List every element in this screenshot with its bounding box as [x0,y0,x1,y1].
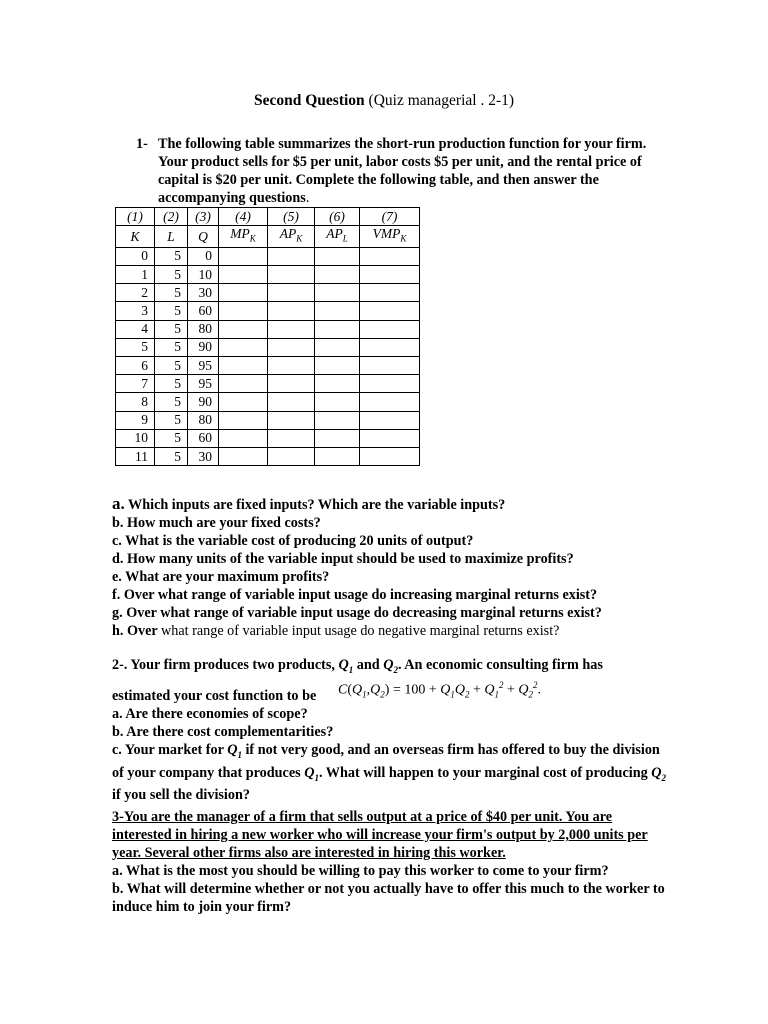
table-cell-blank [360,302,420,320]
table-row [116,266,420,284]
table-cell-blank [360,447,420,465]
question-1h: h. Over what range of variable input usage do negative marginal returns exist? [112,623,560,639]
col-name-mpk: $MP_K$ [219,226,268,248]
table-row [116,393,420,411]
table-cell-blank [315,247,360,265]
table-cell: 30 [188,284,219,302]
question-1-intro [136,135,656,207]
production-table [115,207,420,466]
question-1g: g. Over what range of variable input usage do decreasing marginal returns exist? [112,605,602,621]
table-cell-blank [315,357,360,375]
table-cell-blank [268,338,315,356]
table-cell: 5 [155,411,188,429]
table-cell: 8 [116,393,155,411]
table-cell: 5 [155,429,188,447]
table-cell-blank [268,411,315,429]
table-cell-blank [268,429,315,447]
table-cell-blank [219,375,268,393]
table-cell: 4 [116,320,155,338]
table-cell: 5 [155,320,188,338]
table-cell: 6 [116,357,155,375]
table-cell-blank [315,447,360,465]
col-number: (6) [315,208,360,226]
table-cell: 5 [155,247,188,265]
table-row [116,302,420,320]
col-name-k: K [116,226,155,248]
table-cell-blank [219,320,268,338]
table-cell: 60 [188,429,219,447]
table-cell-blank [268,393,315,411]
table-cell: 5 [155,302,188,320]
table-cell-blank [360,429,420,447]
col-name-l: L [155,226,188,248]
table-cell: 5 [155,357,188,375]
table-cell: 3 [116,302,155,320]
table-cell: 30 [188,447,219,465]
table-cell-blank [219,411,268,429]
table-cell: 80 [188,411,219,429]
table-cell-blank [268,302,315,320]
col-name-apl: $AP_L$ [315,226,360,248]
question-3 [112,808,672,916]
table-cell: 11 [116,447,155,465]
table-cell-blank [219,357,268,375]
table-cell: 80 [188,320,219,338]
table-cell: 9 [116,411,155,429]
table-cell-blank [360,320,420,338]
col-number: (4) [219,208,268,226]
table-cell-blank [360,266,420,284]
question-1e: e. What are your maximum profits? [112,569,330,585]
col-name-apk: $AP_K$ [268,226,315,248]
table-cell: 95 [188,357,219,375]
table-cell-blank [315,302,360,320]
question-2b: b. Are there cost complementarities? [112,723,334,740]
page-title [0,92,768,110]
table-cell: 5 [155,375,188,393]
table-cell: 10 [116,429,155,447]
question-2-cost-line: estimated your cost function to be $C(Q_1,Q_2) = 100 + Q_1Q_2 + Q_1^2 + Q_2^2$. [112,687,672,705]
table-cell-blank [315,338,360,356]
col-number: (3) [188,208,219,226]
table-cell-blank [315,411,360,429]
table-cell-blank [268,320,315,338]
table-cell: 5 [155,338,188,356]
table-cell-blank [315,429,360,447]
table-cell-blank [219,429,268,447]
table-row [116,375,420,393]
table-cell-blank [315,375,360,393]
table-cell: 2 [116,284,155,302]
col-name-q: Q [188,226,219,248]
question-3b: b. What will determine whether or not you actually have to offer this much to the worker to induce him to join your firm? [112,881,665,915]
table-cell-blank [360,247,420,265]
question-3-intro: 3-You are the manager of a firm that sells output at a price of $40 per unit. You are interested in hiring a new worker who will increase your firm's output by 2,000 units per year. Several other firms also are interested in hiring this worker. [112,809,648,861]
table-header-names [116,226,420,248]
table-cell: 5 [155,393,188,411]
table-cell: 10 [188,266,219,284]
table-row [116,357,420,375]
question-1f: f. Over what range of variable input usage do increasing marginal returns exist? [112,587,598,603]
table-row [116,429,420,447]
table-cell-blank [219,447,268,465]
table-cell-blank [219,338,268,356]
question-2c: c. Your market for $Q_1$ if not very good, and an overseas firm has offered to buy the division of your company that produces $Q_1$. What will happen to your marginal cost of producing $Q_2$ if you sell the division? [112,741,666,804]
table-cell-blank [268,447,315,465]
table-cell-blank [219,247,268,265]
table-cell-blank [315,393,360,411]
table-cell: 0 [116,247,155,265]
table-cell-blank [268,266,315,284]
table-cell: 5 [155,447,188,465]
table-row [116,247,420,265]
table-cell: 90 [188,393,219,411]
question-2-intro: 2-. Your firm produces two products, $Q_1$ and $Q_2$. An economic consulting firm has [112,657,603,675]
table-row [116,338,420,356]
table-cell-blank [360,357,420,375]
table-cell-blank [360,393,420,411]
table-cell: 60 [188,302,219,320]
question-1-number: 1- [136,136,148,152]
col-number: (2) [155,208,188,226]
table-cell-blank [219,266,268,284]
question-1-tail: . [305,190,310,206]
col-number: (1) [116,208,155,226]
col-name-vmpk: $VMP_K$ [360,226,420,248]
question-1a: a. Which inputs are fixed inputs? Which are the variable inputs? [112,494,506,513]
table-cell-blank [360,338,420,356]
question-2 [112,656,672,804]
question-1b: b. How much are your fixed costs? [112,515,321,531]
table-cell-blank [219,284,268,302]
table-cell-blank [219,393,268,411]
table-cell: 0 [188,247,219,265]
title-bold: Second Question [253,92,365,109]
table-row [116,284,420,302]
question-2a: a. Are there economies of scope? [112,705,308,722]
table-cell: 5 [155,266,188,284]
table-cell: 95 [188,375,219,393]
table-cell-blank [268,375,315,393]
col-number: (7) [360,208,420,226]
table-cell-blank [315,284,360,302]
question-1-subquestions [112,495,672,640]
col-number: (5) [268,208,315,226]
table-cell-blank [360,411,420,429]
table-cell: 5 [116,338,155,356]
title-rest: (Quiz managerial . 2-1) [368,92,515,109]
table-row [116,447,420,465]
table-cell-blank [268,284,315,302]
table-header-numbers [116,208,420,226]
cost-function-formula: $C(Q_1,Q_2) = 100 + Q_1Q_2 + Q_1^2 + Q_2^2$. [338,679,542,700]
table-cell: 90 [188,338,219,356]
table-row [116,320,420,338]
table-cell-blank [315,320,360,338]
question-3a: a. What is the most you should be willing to pay this worker to come to your firm? [112,863,609,879]
table-cell: 1 [116,266,155,284]
table-cell-blank [360,284,420,302]
question-1c: c. What is the variable cost of producing 20 units of output? [112,533,474,549]
table-cell-blank [268,357,315,375]
table-cell: 7 [116,375,155,393]
table-cell-blank [360,375,420,393]
table-cell: 5 [155,284,188,302]
question-1-text: The following table summarizes the short-run production function for your firm. Your product sells for $5 per unit, labor costs $5 per unit, and the rental price of capital is $20 per unit. Complete the following table, and then answer the accompanying questions [158,136,647,206]
table-cell-blank [268,247,315,265]
table-cell-blank [315,266,360,284]
question-1d: d. How many units of the variable input should be used to maximize profits? [112,551,574,567]
table-cell-blank [219,302,268,320]
table-row [116,411,420,429]
